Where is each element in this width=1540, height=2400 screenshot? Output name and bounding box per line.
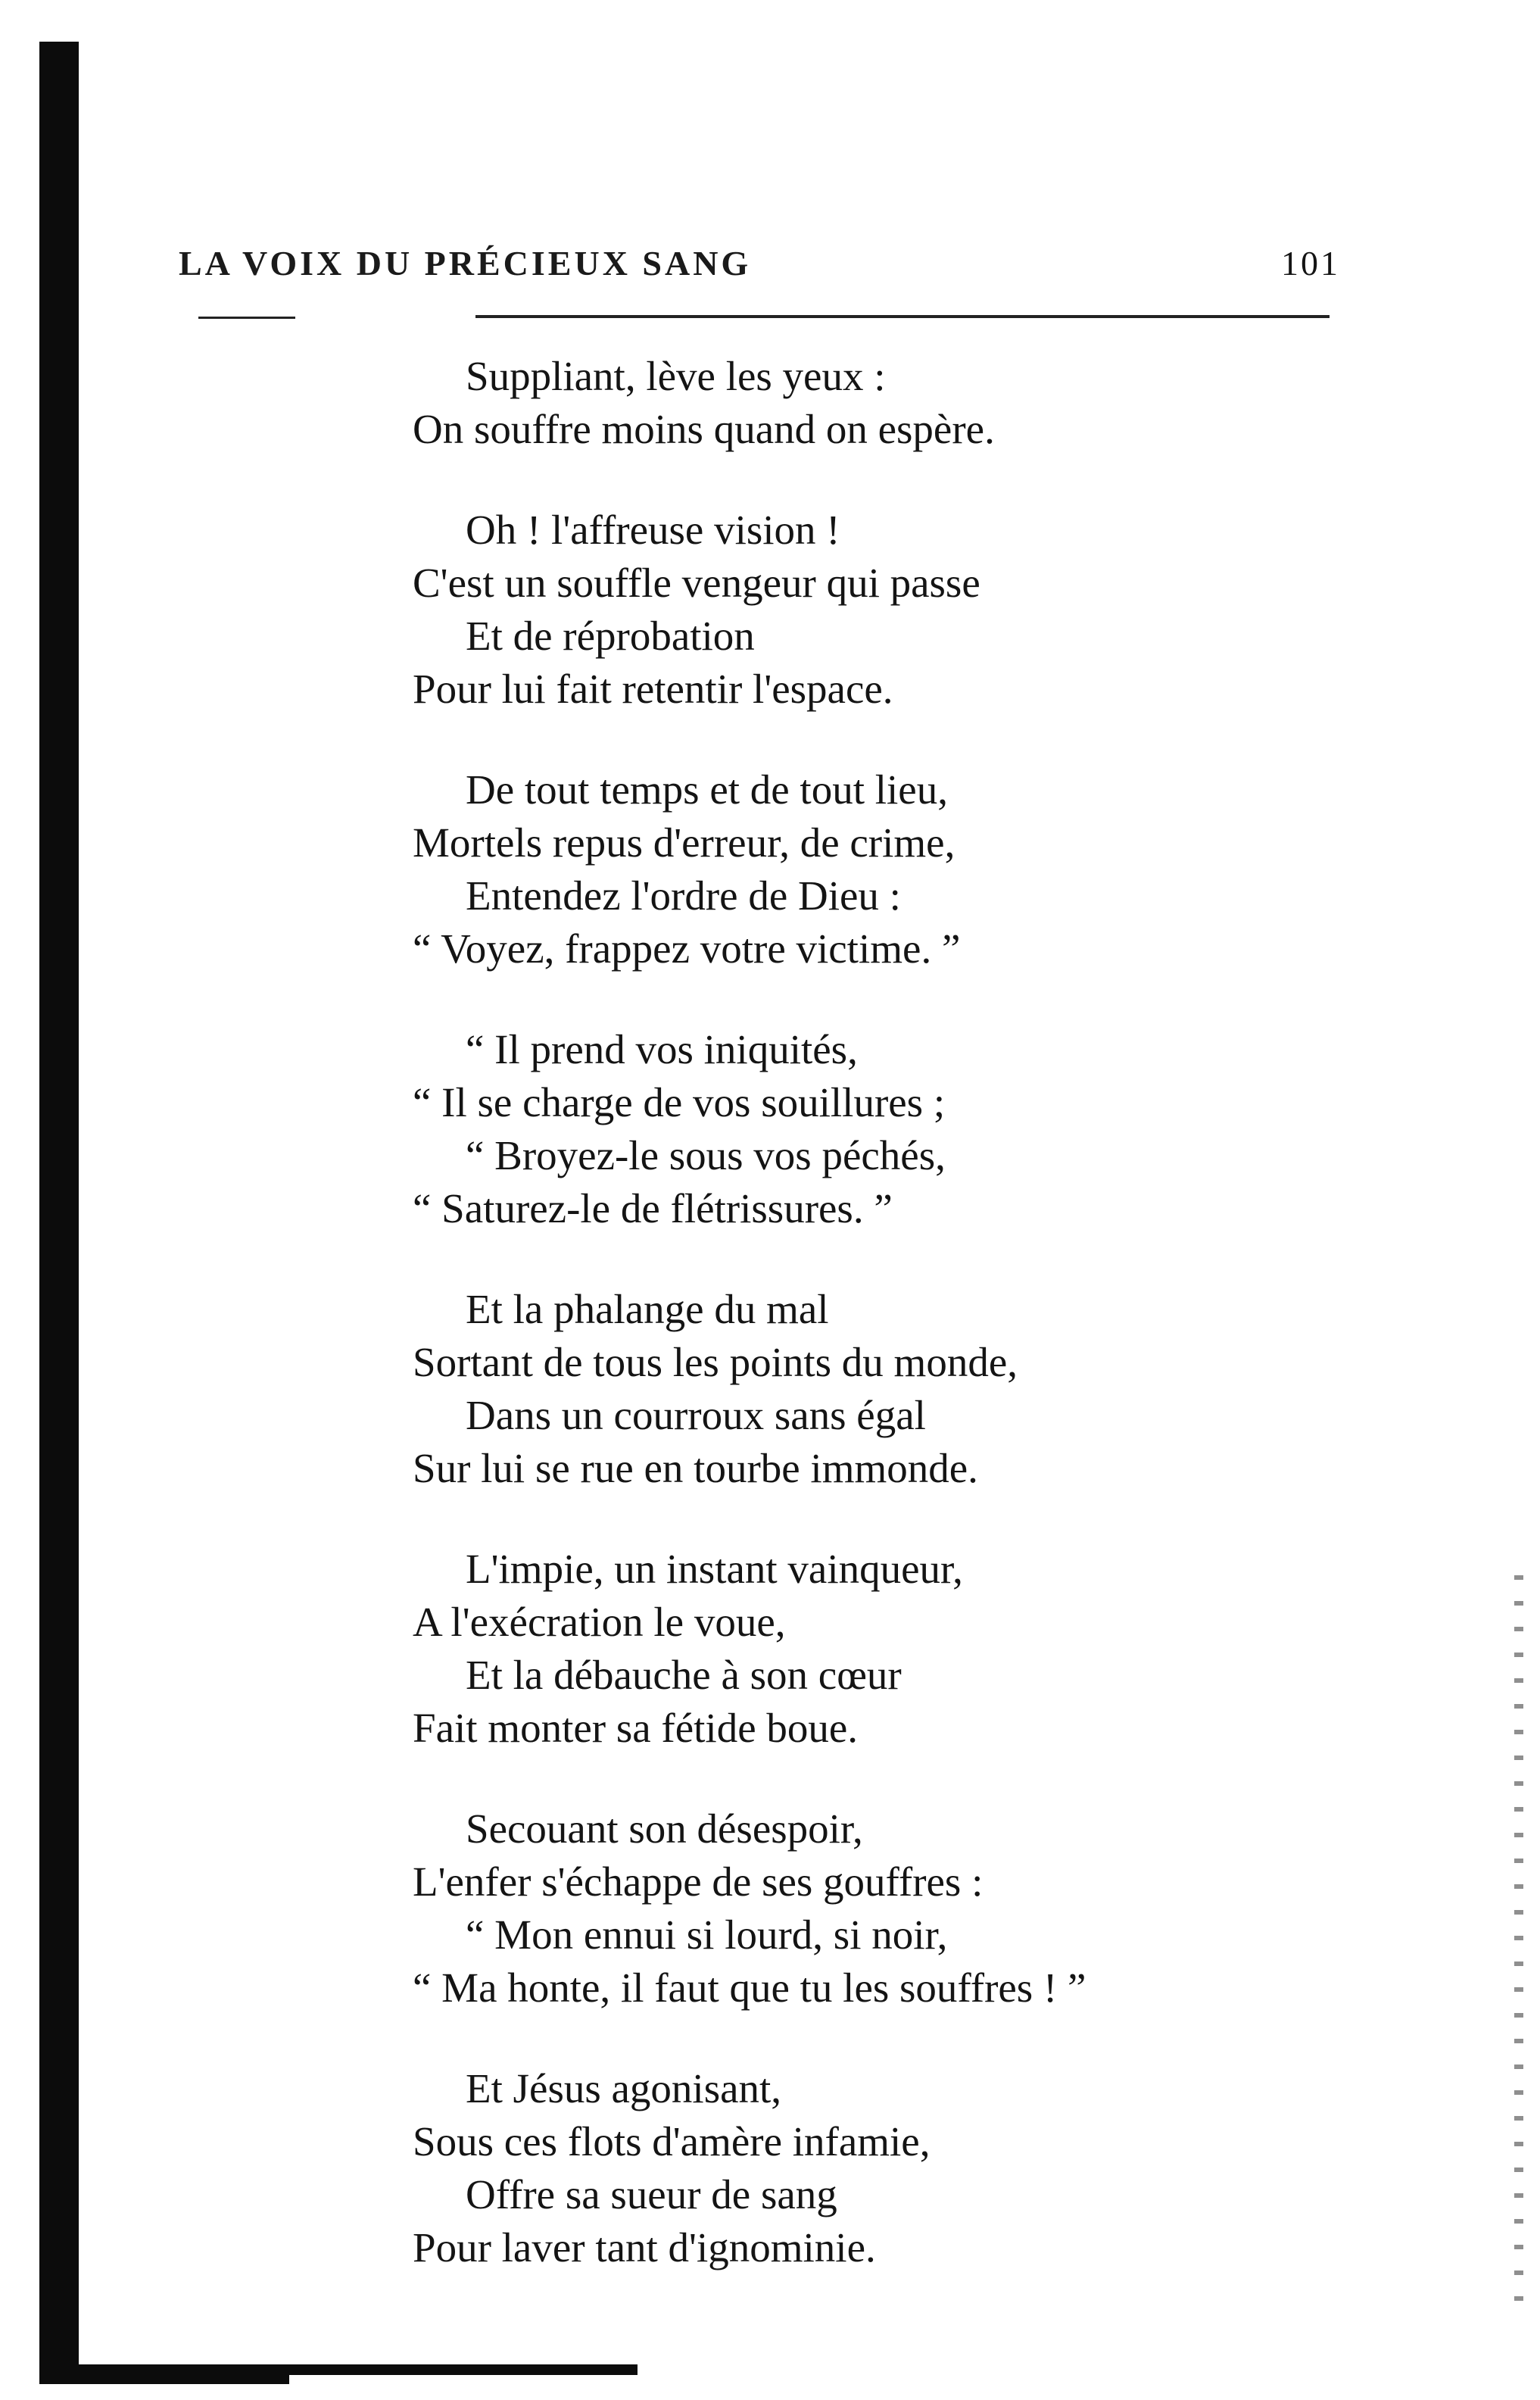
- verse-line: Et Jésus agonisant,: [466, 2065, 782, 2111]
- verse-line: Suppliant, lève les yeux :: [466, 353, 886, 399]
- verse-line: “ Il prend vos iniquités,: [466, 1026, 858, 1072]
- verse-line: “ Broyez-le sous vos péchés,: [466, 1132, 946, 1178]
- verse-line: Sous ces flots d'amère infamie,: [413, 2118, 931, 2164]
- stanza: [413, 763, 1306, 975]
- verse-line: L'impie, un instant vainqueur,: [466, 1546, 963, 1592]
- stanza: [413, 2062, 1306, 2274]
- verse-line: L'enfer s'échappe de ses gouffres :: [413, 1859, 984, 1905]
- stanza: [413, 350, 1306, 456]
- page-binding-foot-lower: [39, 2375, 289, 2384]
- poem-body: [413, 350, 1306, 2322]
- page-binding-foot: [39, 2364, 638, 2375]
- verse-line: Et de réprobation: [466, 613, 755, 659]
- stanza: [413, 1283, 1306, 1495]
- head-rule-long: [475, 315, 1330, 318]
- head-rule-short: [198, 317, 295, 319]
- stanza: [413, 1543, 1306, 1755]
- stanza: [413, 1802, 1306, 2015]
- verse-line: Pour laver tant d'ignominie.: [413, 2224, 876, 2270]
- verse-line: “ Voyez, frappez votre victime. ”: [413, 925, 961, 972]
- verse-line: C'est un souffle vengeur qui passe: [413, 560, 980, 606]
- verse-line: Pour lui fait retentir l'espace.: [413, 666, 893, 712]
- verse-line: Secouant son désespoir,: [466, 1805, 863, 1852]
- verse-line: “ Il se charge de vos souillures ;: [413, 1079, 946, 1125]
- verse-line: Et la phalange du mal: [466, 1286, 829, 1332]
- verse-line: “ Ma honte, il faut que tu les souffres ! ”: [413, 1965, 1086, 2011]
- verse-line: Sortant de tous les points du monde,: [413, 1339, 1018, 1385]
- verse-line: Sur lui se rue en tourbe immonde.: [413, 1445, 978, 1491]
- verse-line: Dans un courroux sans égal: [466, 1392, 926, 1438]
- running-title: LA VOIX DU PRÉCIEUX SANG: [179, 244, 752, 282]
- page-number: 101: [1281, 244, 1340, 282]
- verse-line: “ Saturez-le de flétrissures. ”: [413, 1185, 893, 1231]
- stanza: [413, 504, 1306, 716]
- verse-line: De tout temps et de tout lieu,: [466, 766, 948, 813]
- verse-line: Oh ! l'affreuse vision !: [466, 507, 840, 553]
- verse-line: Offre sa sueur de sang: [466, 2171, 837, 2217]
- stanza: [413, 1023, 1306, 1235]
- verse-line: On souffre moins quand on espère.: [413, 406, 995, 452]
- verse-line: “ Mon ennui si lourd, si noir,: [466, 1912, 948, 1958]
- verse-line: Mortels repus d'erreur, de crime,: [413, 819, 955, 866]
- verse-line: Entendez l'ordre de Dieu :: [466, 872, 901, 919]
- verse-line: A l'exécration le voue,: [413, 1599, 786, 1645]
- verse-line: Et la débauche à son cœur: [466, 1652, 902, 1698]
- verse-line: Fait monter sa fétide boue.: [413, 1705, 859, 1751]
- running-head: [179, 241, 1340, 286]
- scan-specks: [1514, 1575, 1523, 2302]
- page-binding-edge: [39, 42, 79, 2374]
